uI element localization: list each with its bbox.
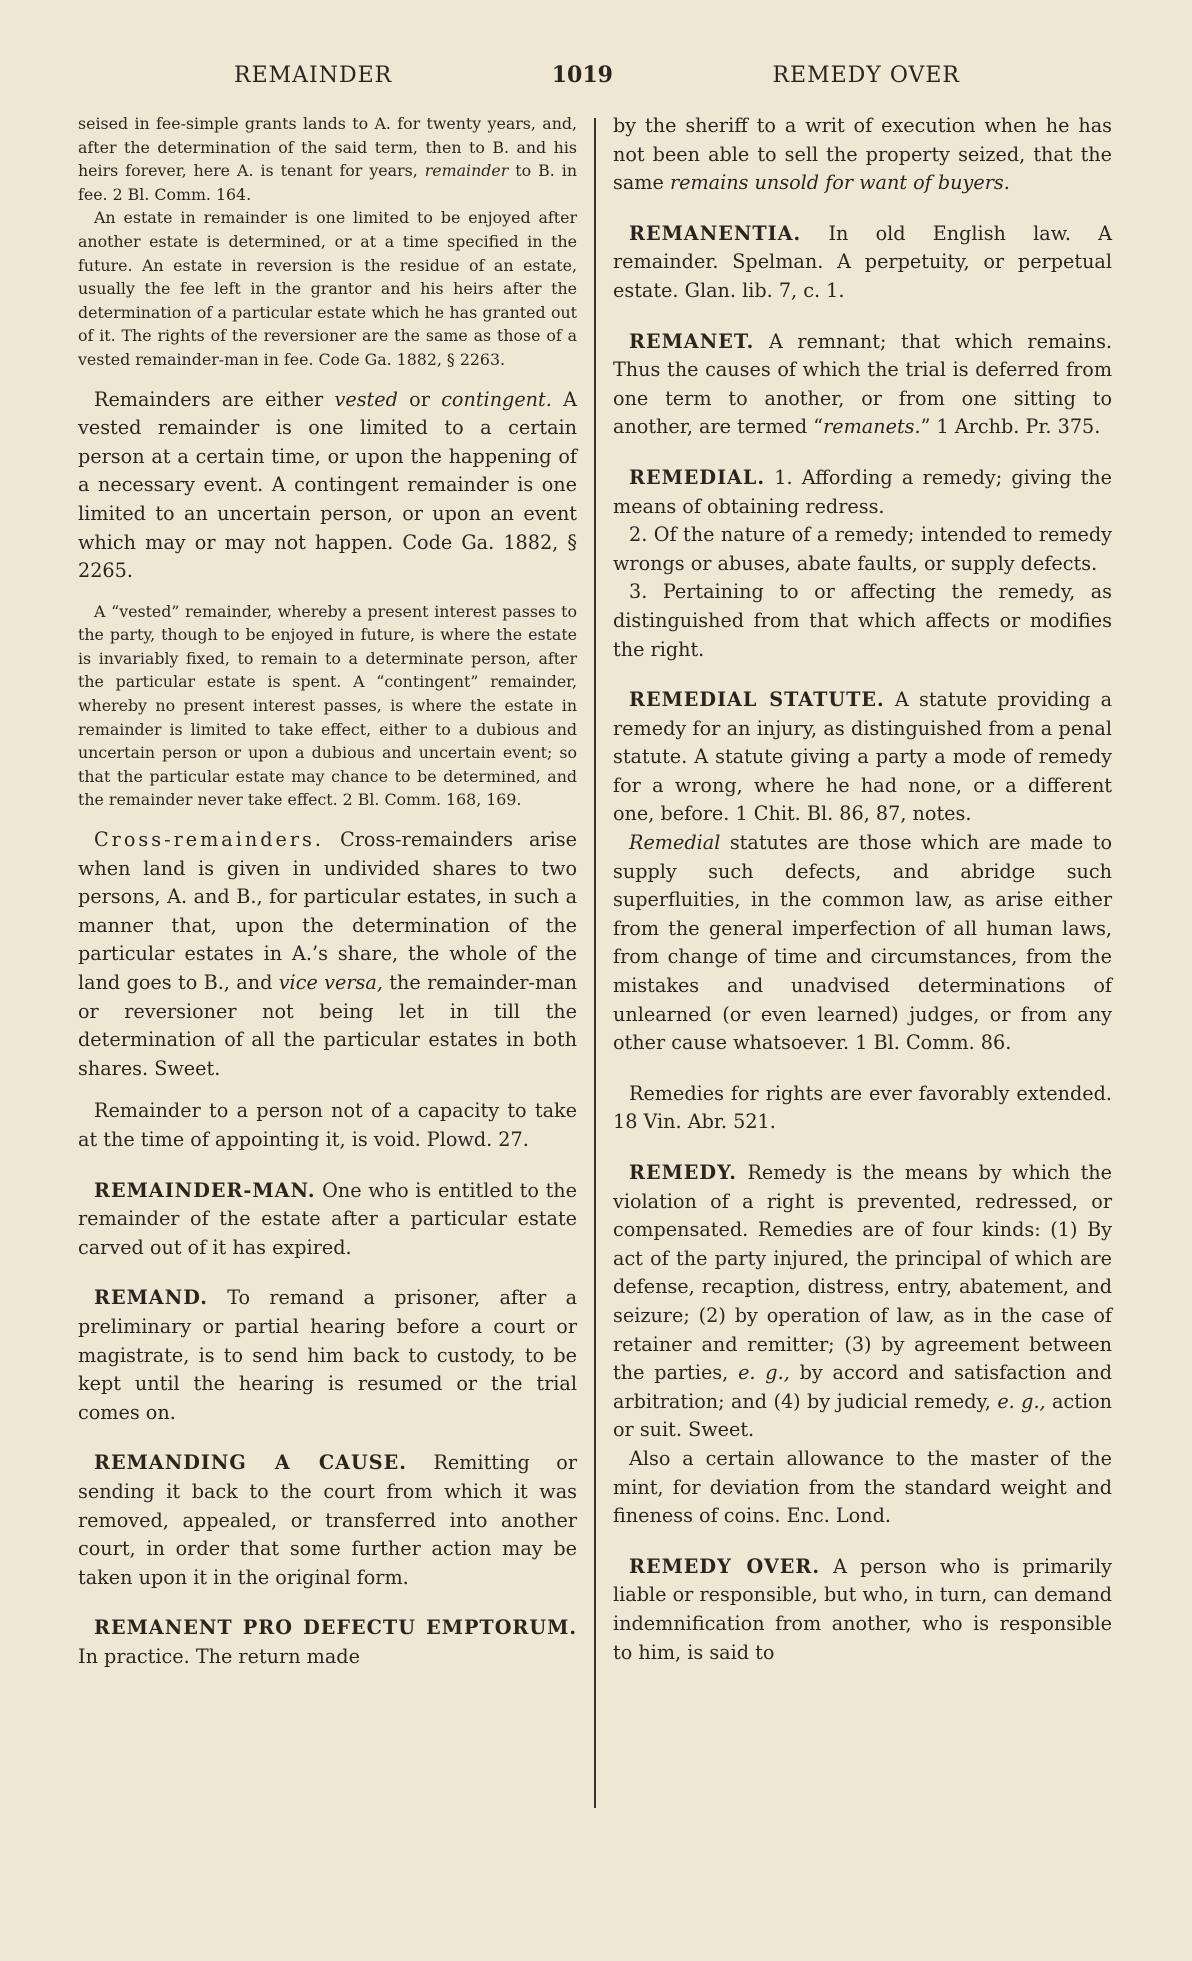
- page-number: 1019: [551, 62, 613, 88]
- entry-remanent-pro-defectu: REMANENT PRO DEFECTU EMPTORUM. In practice. The return made: [78, 1616, 578, 1668]
- right-paragraph-mint-allowance: Also a certain allowance to the master of the mint, for deviation from the standard weight and fineness of coins. Enc. Lond.: [613, 1446, 1113, 1528]
- entry-remedy-over: REMEDY OVER. A person who is primarily liable or responsible, but who, in turn, can demand indemnification from another, who is responsible to him, is said to: [613, 1554, 1113, 1664]
- entry-remedy: REMEDY. Remedy is the means by which the violation of a right is prevented, redressed, or compensated. Remedies are of four kinds: (1) By act of the party injured, the principal of which are defense, recaption, distress, entry, abatement, and seizure; (2) by operation of law, as in the case of retainer and remitter; (3) by agreement between the parties, e. g., by accord and satisfaction and arbitration; and (4) by judicial remedy, e. g., action or suit. Sweet.: [613, 1161, 1113, 1442]
- left-paragraph-3: Remainders are either vested or contingent. A vested remainder is one limited to a certain person at a certain time, or upon the happening of a necessary event. A contingent remainder is one limited to an uncertain person, or upon an event which may or may not happen. Code Ga. 1882, § 2265.: [78, 387, 578, 583]
- right-paragraph-1: by the sheriff to a writ of execution when he has not been able to sell the property seized, that the same remains unsold for want of buyers.: [613, 114, 1113, 195]
- entry-remanding-a-cause: REMANDING A CAUSE. Remitting or sending it back to the court from which it was removed, appealed, or transferred into another court, in order that some further action may be taken upon it in the original form.: [78, 1451, 578, 1589]
- entry-remedial-sense-3: 3. Pertaining to or affecting the remedy, as distinguished from that which affects or modifies the right.: [613, 580, 1113, 661]
- right-column: [613, 112, 1112, 1808]
- left-paragraph-6: Remainder to a person not of a capacity to take at the time of appointing it, is void. Plowd. 27.: [78, 1099, 578, 1151]
- entry-remand: REMAND. To remand a prisoner, after a preliminary or partial hearing before a court or magistrate, is to send him back to custody, to be kept until the hearing is resumed or the trial comes on.: [78, 1286, 578, 1424]
- left-paragraph-1: seised in fee-simple grants lands to A. for twenty years, and, after the determination of the said term, then to B. and his heirs forever, here A. is tenant for years, remainder to B. in fee. 2 Bl. Comm. 164.: [78, 114, 578, 204]
- right-paragraph-remedies: Remedies for rights are ever favorably extended. 18 Vin. Abr. 521.: [613, 1081, 1113, 1134]
- entry-remedial-sense-2: 2. Of the nature of a remedy; intended to remedy wrongs or abuses, abate faults, or supply defects.: [613, 523, 1113, 575]
- left-paragraph-5: Cross-remainders. Cross-remainders arise when land is given in undivided shares to two persons, A. and B., for particular estates, in such a manner that, upon the determination of the particular estates in A.’s share, the whole of the land goes to B., and vice versa, the remainder-man or reversioner not being let in till the determination of all the particular estates in both shares. Sweet.: [78, 828, 578, 1080]
- header-left-word: REMAINDER: [234, 63, 393, 88]
- left-column: [78, 112, 577, 1808]
- entry-remainder-man: REMAINDER-MAN. One who is entitled to the remainder of the estate after a particular estate carved out of it has expired.: [78, 1178, 578, 1259]
- entry-remedial: REMEDIAL. 1. Affording a remedy; giving the means of obtaining redress.: [613, 465, 1113, 518]
- entry-remanentia: REMANENTIA. In old English law. A remainder. Spelman. A perpetuity, or perpetual estate. Glan. lib. 7, c. 1.: [613, 221, 1113, 302]
- right-paragraph-remedial-statutes: Remedial statutes are those which are made to supply such defects, and abridge such superfluities, in the common law, as arise either from the general imperfection of all human laws, from change of time and circumstances, from the mistakes and unadvised determinations of unlearned (or even learned) judges, or from any other cause whatsoever. 1 Bl. Comm. 86.: [613, 831, 1113, 1055]
- left-paragraph-2: An estate in remainder is one limited to be enjoyed after another estate is determined, or at a time specified in the future. An estate in reversion is the residue of an estate, usually the fee left in the grantor and his heirs after the determination of a particular estate which he has granted out of it. The rights of the reversioner are the same as those of a vested remainder-man in fee. Code Ga. 1882, § 2263.: [78, 208, 578, 369]
- entry-remedial-statute: REMEDIAL STATUTE. A statute providing a remedy for an injury, as distinguished from a penal statute. A statute giving a party a mode of remedy for a wrong, where he had none, or a different one, before. 1 Chit. Bl. 86, 87, notes.: [613, 688, 1113, 826]
- two-column-body: [78, 112, 1112, 1808]
- left-paragraph-4: A “vested” remainder, whereby a present interest passes to the party, though to be enjoyed in future, is where the estate is invariably fixed, to remain to a determinate person, after the particular estate is spent. A “contingent” remainder, whereby no present interest passes, is where the estate in remainder is limited to take effect, either to a dubious and uncertain person or upon a dubious and uncertain event; so that the particular estate may chance to be determined, and the remainder never take effect. 2 Bl. Comm. 168, 169.: [78, 601, 578, 810]
- entry-remanet: REMANET. A remnant; that which remains. Thus the causes of which the trial is deferred from one term to another, or from one sitting to another, are termed “remanets.” 1 Archb. Pr. 375.: [613, 329, 1113, 439]
- header-right-word: REMEDY OVER: [772, 63, 960, 88]
- column-divider: [594, 118, 596, 1808]
- running-header: [78, 62, 1112, 88]
